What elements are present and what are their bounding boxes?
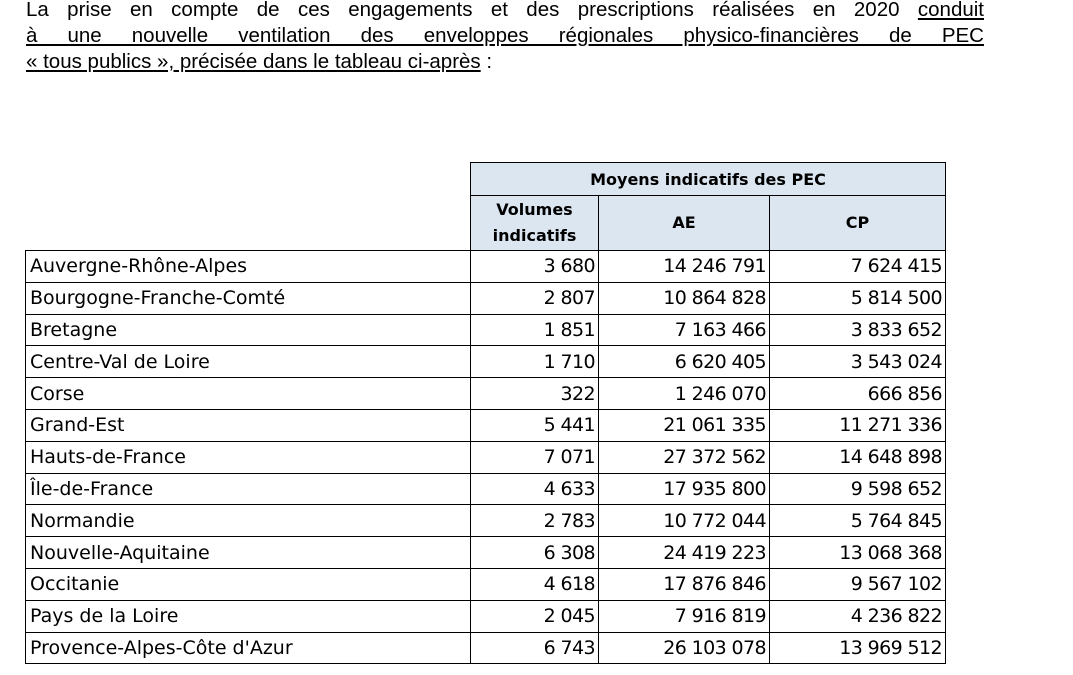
volumes-cell: 2 783: [471, 505, 599, 537]
intro-line-1-text: La prise en compte de ces engagements et des prescriptions réalisées en 2020: [26, 0, 918, 21]
table-row: [26, 251, 946, 283]
intro-paragraph: [26, 0, 984, 75]
ae-cell: 14 246 791: [599, 251, 770, 283]
ae-cell: 17 935 800: [599, 473, 770, 505]
table-row: [26, 314, 946, 346]
cp-cell: 7 624 415: [770, 251, 946, 283]
table-row: [26, 441, 946, 473]
intro-line-2-underlined: à une nouvelle ventilation des enveloppes régionales physico-financières de PEC: [26, 24, 984, 47]
region-cell: Nouvelle-Aquitaine: [26, 537, 471, 569]
volumes-cell: 2 807: [471, 282, 599, 314]
table-row: [26, 409, 946, 441]
corner-blank: [26, 163, 471, 196]
volumes-cell: 4 618: [471, 568, 599, 600]
intro-line-1-underlined: conduit: [917, 0, 984, 21]
region-cell: Grand-Est: [26, 409, 471, 441]
table-row: [26, 282, 946, 314]
volumes-cell: 4 633: [471, 473, 599, 505]
ae-cell: 27 372 562: [599, 441, 770, 473]
volumes-cell: 1 710: [471, 346, 599, 378]
ae-cell: 24 419 223: [599, 537, 770, 569]
cp-cell: 5 814 500: [770, 282, 946, 314]
intro-line-3-underlined: « tous publics », précisée dans le tableau ci-après: [26, 50, 481, 73]
table-row: [26, 537, 946, 569]
cp-cell: 4 236 822: [770, 600, 946, 632]
region-cell: Provence-Alpes-Côte d'Azur: [26, 632, 471, 664]
cp-cell: 13 068 368: [770, 537, 946, 569]
cp-cell: 9 567 102: [770, 568, 946, 600]
volumes-cell: 322: [471, 378, 599, 410]
cp-cell: 11 271 336: [770, 409, 946, 441]
column-header-row: [26, 196, 946, 251]
corner-blank: [26, 196, 471, 251]
region-cell: Hauts-de-France: [26, 441, 471, 473]
table-row: [26, 600, 946, 632]
volumes-cell: 6 743: [471, 632, 599, 664]
region-cell: Normandie: [26, 505, 471, 537]
group-header: Moyens indicatifs des PEC: [471, 163, 946, 196]
table-row: [26, 378, 946, 410]
table-row: [26, 505, 946, 537]
cp-cell: 666 856: [770, 378, 946, 410]
volumes-cell: 2 045: [471, 600, 599, 632]
table-row: [26, 632, 946, 664]
cp-cell: 13 969 512: [770, 632, 946, 664]
region-cell: Corse: [26, 378, 471, 410]
column-header-ae: AE: [599, 196, 770, 251]
table-row: [26, 568, 946, 600]
table-row: [26, 473, 946, 505]
cp-cell: 14 648 898: [770, 441, 946, 473]
cp-cell: 9 598 652: [770, 473, 946, 505]
column-header-cp: CP: [770, 196, 946, 251]
region-cell: Bretagne: [26, 314, 471, 346]
region-cell: Auvergne-Rhône-Alpes: [26, 251, 471, 283]
ae-cell: 1 246 070: [599, 378, 770, 410]
ae-cell: 10 864 828: [599, 282, 770, 314]
ae-cell: 17 876 846: [599, 568, 770, 600]
pec-allocation-table: [25, 162, 946, 664]
ae-cell: 21 061 335: [599, 409, 770, 441]
region-cell: Pays de la Loire: [26, 600, 471, 632]
cp-cell: 3 543 024: [770, 346, 946, 378]
region-cell: Centre-Val de Loire: [26, 346, 471, 378]
volumes-cell: 6 308: [471, 537, 599, 569]
intro-line-1: [26, 0, 984, 23]
ae-cell: 6 620 405: [599, 346, 770, 378]
intro-line-3-text: :: [480, 50, 493, 73]
ae-cell: 7 163 466: [599, 314, 770, 346]
volumes-cell: 5 441: [471, 409, 599, 441]
intro-line-3: [26, 49, 984, 75]
ae-cell: 7 916 819: [599, 600, 770, 632]
volumes-cell: 1 851: [471, 314, 599, 346]
volumes-cell: 7 071: [471, 441, 599, 473]
cp-cell: 5 764 845: [770, 505, 946, 537]
volumes-cell: 3 680: [471, 251, 599, 283]
region-cell: Occitanie: [26, 568, 471, 600]
table-body: [26, 251, 946, 664]
ae-cell: 26 103 078: [599, 632, 770, 664]
column-header-volumes: Volumes indicatifs: [471, 196, 599, 251]
cp-cell: 3 833 652: [770, 314, 946, 346]
region-cell: Île-de-France: [26, 473, 471, 505]
table-row: [26, 346, 946, 378]
group-header-row: [26, 163, 946, 196]
region-cell: Bourgogne-Franche-Comté: [26, 282, 471, 314]
ae-cell: 10 772 044: [599, 505, 770, 537]
